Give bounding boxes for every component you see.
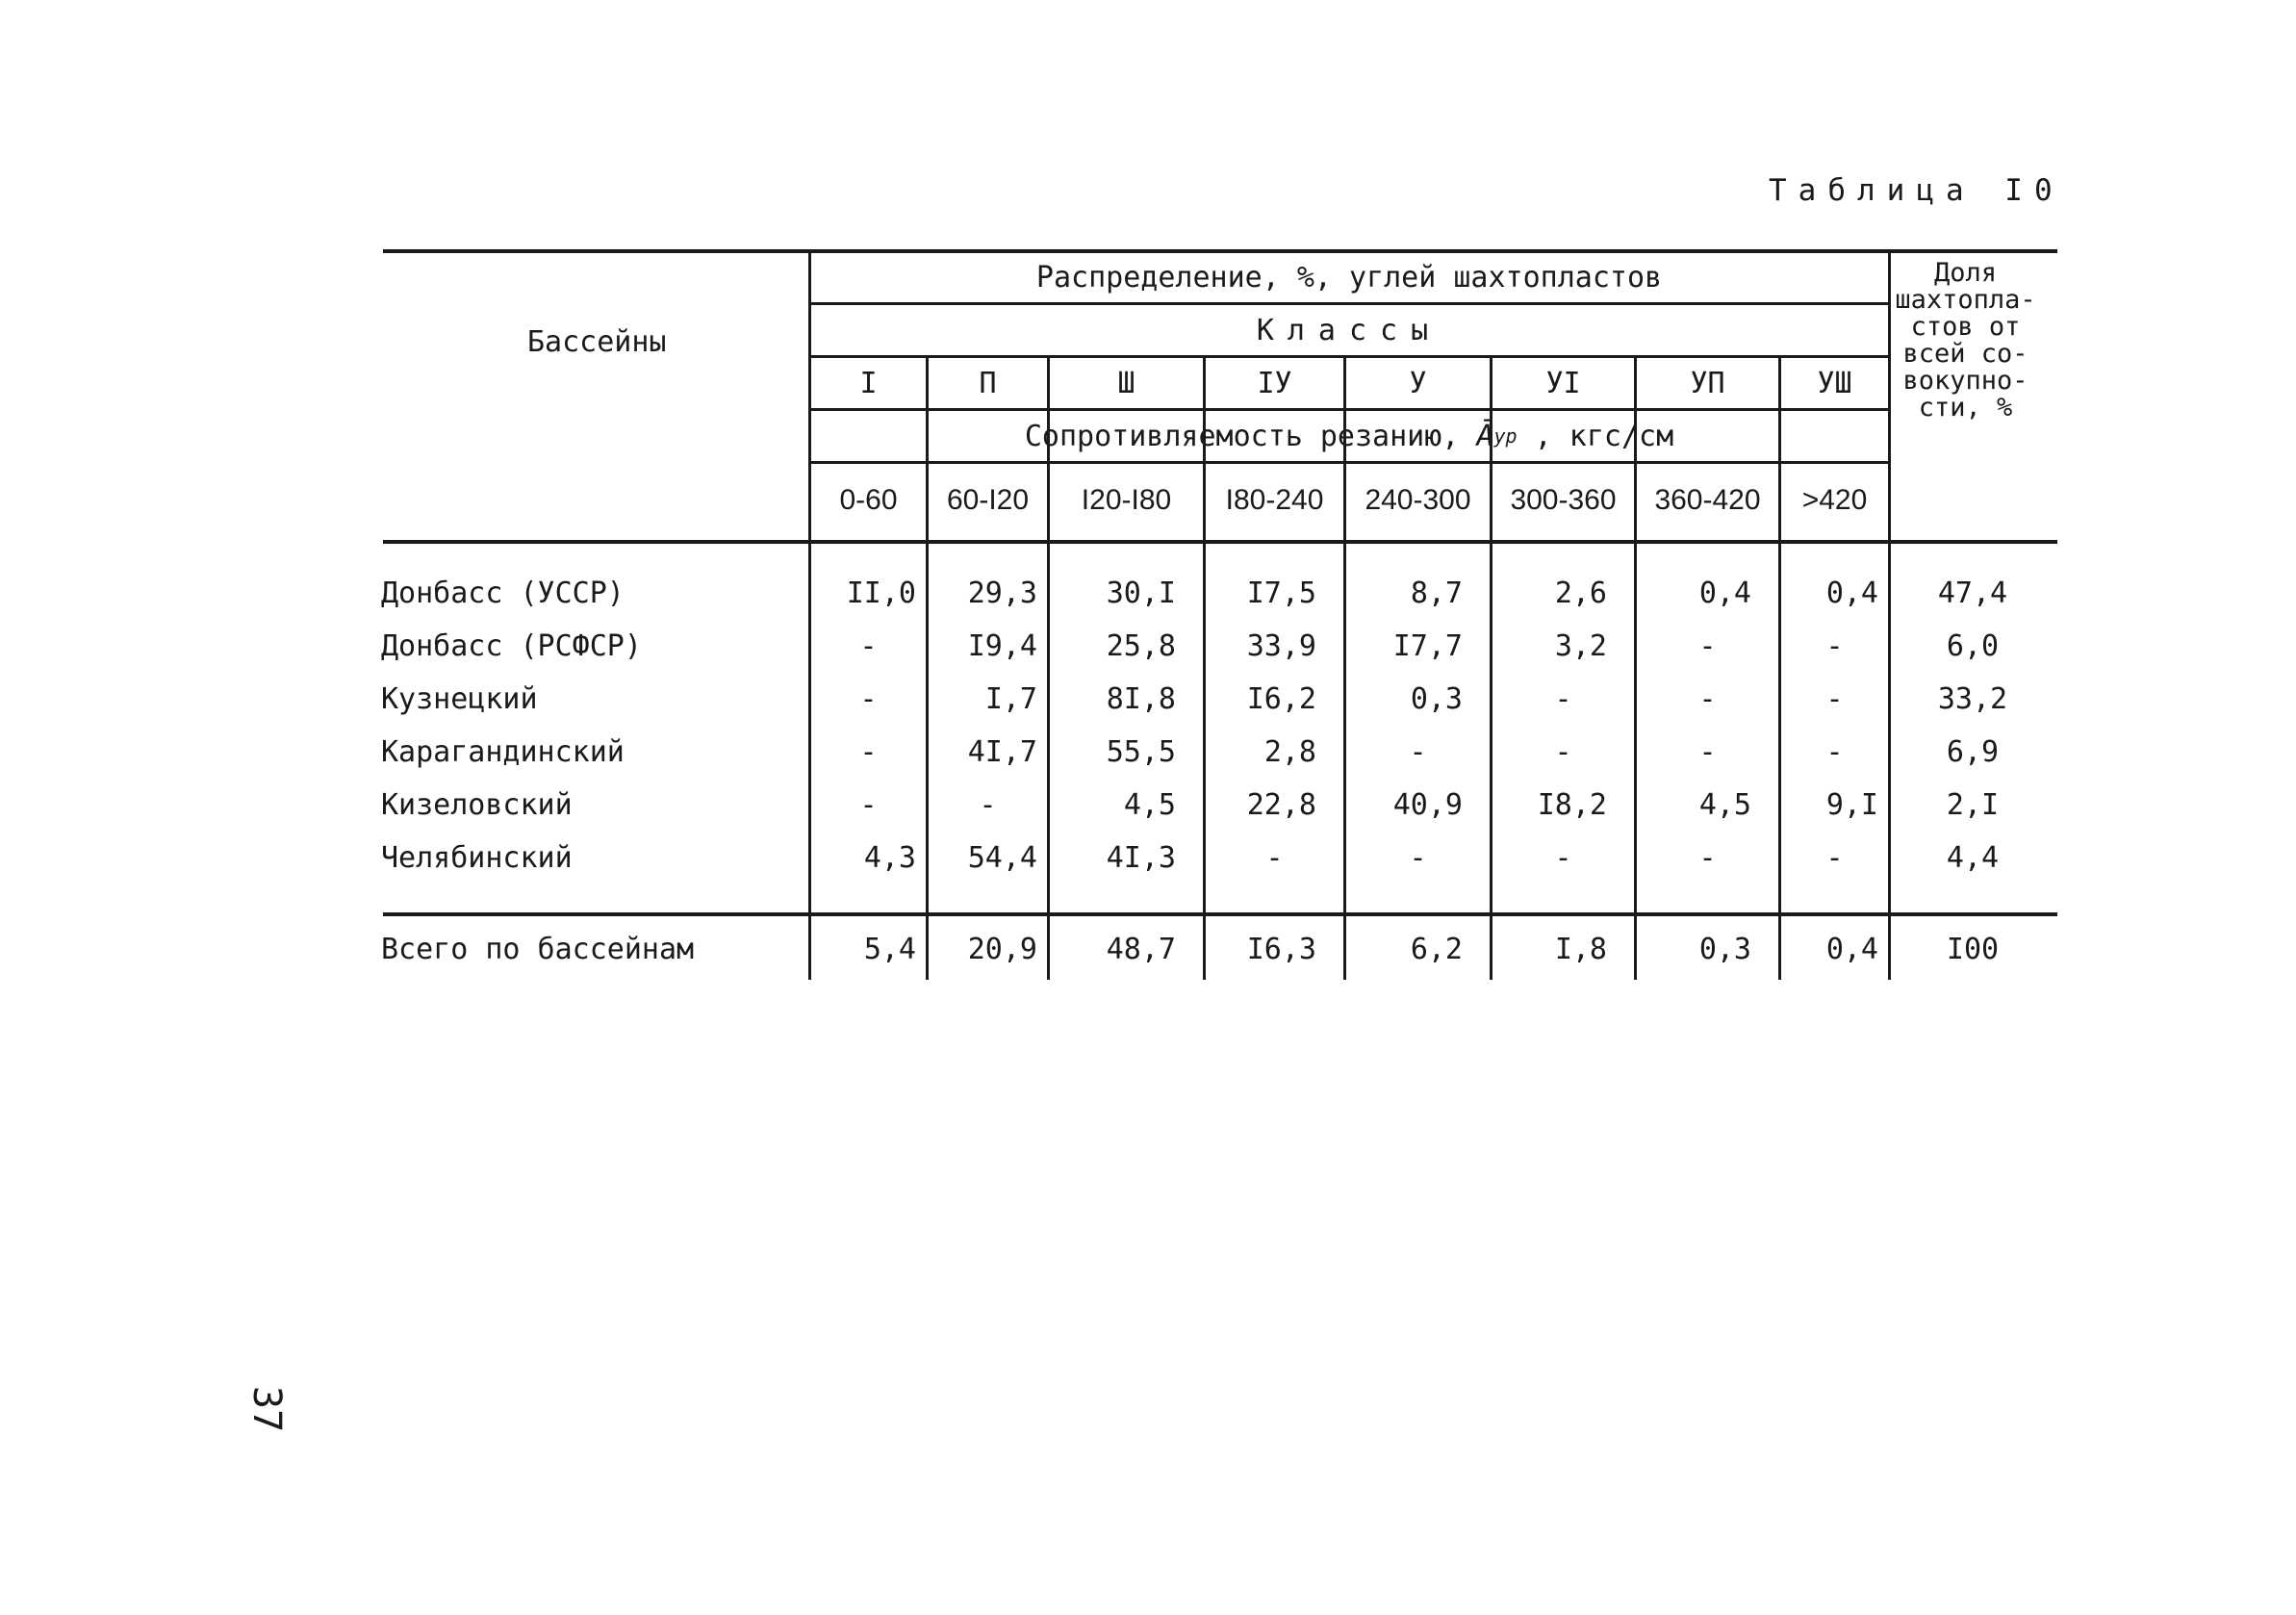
- row-name: Кузнецкий: [381, 681, 538, 716]
- table-cell: 54,4: [967, 840, 1037, 875]
- table-cell: 4I,3: [1106, 840, 1176, 875]
- table-cell: -: [859, 734, 878, 769]
- total-cell-8: 0,4: [1825, 932, 1878, 966]
- range-6: 300-360: [1510, 484, 1617, 516]
- table-cell: 29,3: [967, 576, 1037, 610]
- table-cell: -: [1698, 734, 1717, 769]
- table-cell: -: [1554, 734, 1572, 769]
- row-name: Челябинский: [381, 840, 573, 875]
- class-label-8: УШ: [1817, 366, 1852, 400]
- table-cell: -: [1554, 681, 1572, 716]
- rule-header-bottom: [383, 540, 2057, 544]
- table-cell: -: [1409, 734, 1427, 769]
- table-cell: 4I,7: [967, 734, 1037, 769]
- range-2: 60-I20: [946, 484, 1030, 516]
- range-3: I20-I80: [1081, 484, 1172, 516]
- table-title: Таблица I0: [1769, 173, 2064, 208]
- table-cell: 25,8: [1106, 628, 1176, 663]
- total-cell-2: 20,9: [967, 932, 1037, 966]
- row-name: Донбасс (УССР): [381, 576, 625, 610]
- resistance-suffix: , кгс/см: [1534, 419, 1674, 453]
- table-cell: 0,4: [1825, 576, 1878, 610]
- table-cell: 3,2: [1554, 628, 1607, 663]
- total-cell-5: 6,2: [1410, 932, 1463, 966]
- resistance-prefix: Сопротивляемость резанию,: [1024, 419, 1460, 453]
- table-cell: -: [1825, 681, 1844, 716]
- table-cell: -: [859, 628, 878, 663]
- table-cell: 9,I: [1825, 787, 1878, 822]
- class-label-5: У: [1409, 366, 1427, 400]
- row-name: Донбасс (РСФСР): [381, 628, 642, 663]
- rule-total: [383, 912, 2057, 916]
- table-cell: -: [1554, 840, 1572, 875]
- class-label-6: УI: [1545, 366, 1581, 400]
- table-cell: 4,5: [1698, 787, 1751, 822]
- table-cell: -: [1409, 840, 1427, 875]
- table-cell: 4,3: [863, 840, 916, 875]
- table-cell: -: [1825, 734, 1844, 769]
- range-7: 360-420: [1654, 484, 1761, 516]
- table-cell: 4,5: [1123, 787, 1176, 822]
- header-distribution: Распределение, %, углей шахтопластов: [1035, 260, 1663, 295]
- total-row-name: Всего по бассейнам: [381, 932, 695, 966]
- row-share: 6,9: [1946, 734, 2000, 769]
- range-1: 0-60: [839, 484, 898, 516]
- total-cell-7: 0,3: [1698, 932, 1751, 966]
- row-share: 6,0: [1946, 628, 2000, 663]
- range-4: I80-240: [1225, 484, 1324, 516]
- table-cell: -: [1825, 840, 1844, 875]
- class-label-3: Ш: [1117, 366, 1135, 400]
- table-cell: 55,5: [1106, 734, 1176, 769]
- table-cell: -: [859, 787, 878, 822]
- table-cell: 30,I: [1106, 576, 1176, 610]
- table-cell: -: [859, 681, 878, 716]
- page-number: 37: [244, 1386, 289, 1433]
- header-share: Доля шахтопла- стов от всей со- вокупно- сти, %: [1895, 258, 2036, 423]
- resistance-subscript: ур: [1493, 424, 1518, 448]
- table-cell: -: [1698, 840, 1717, 875]
- table-cell: I,7: [984, 681, 1037, 716]
- row-share: 4,4: [1946, 840, 2000, 875]
- table-cell: I7,7: [1392, 628, 1463, 663]
- table-cell: -: [1698, 681, 1717, 716]
- table-cell: 33,9: [1246, 628, 1316, 663]
- table-cell: 2,6: [1554, 576, 1607, 610]
- class-label-1: I: [859, 366, 878, 400]
- total-share: I00: [1946, 932, 2000, 966]
- row-share: 47,4: [1937, 576, 2008, 610]
- table-cell: I7,5: [1246, 576, 1316, 610]
- resistance-symbol: Ā: [1476, 419, 1494, 453]
- table-cell: I8,2: [1537, 787, 1607, 822]
- table-cell: 22,8: [1246, 787, 1316, 822]
- table-cell: 0,3: [1410, 681, 1463, 716]
- total-cell-6: I,8: [1554, 932, 1607, 966]
- table-cell: I6,2: [1246, 681, 1316, 716]
- table-cell: 40,9: [1392, 787, 1463, 822]
- table-cell: 8,7: [1410, 576, 1463, 610]
- range-8: >420: [1801, 484, 1868, 516]
- total-cell-3: 48,7: [1106, 932, 1176, 966]
- row-share: 33,2: [1937, 681, 2008, 716]
- table-cell: -: [1825, 628, 1844, 663]
- class-label-4: IУ: [1257, 366, 1292, 400]
- table-cell: -: [979, 787, 997, 822]
- table-cell: 8I,8: [1106, 681, 1176, 716]
- row-name: Кизеловский: [381, 787, 573, 822]
- class-label-2: П: [979, 366, 997, 400]
- header-resistance: [810, 411, 1888, 461]
- class-label-7: УП: [1690, 366, 1725, 400]
- range-5: 240-300: [1365, 484, 1471, 516]
- total-cell-4: I6,3: [1246, 932, 1316, 966]
- table-cell: -: [1265, 840, 1284, 875]
- table-cell: 2,8: [1263, 734, 1316, 769]
- table-cell: II,0: [846, 576, 916, 610]
- table-cell: I9,4: [967, 628, 1037, 663]
- table-cell: -: [1698, 628, 1717, 663]
- row-share: 2,I: [1946, 787, 2000, 822]
- header-basins: Бассейны: [527, 324, 667, 359]
- table-cell: 0,4: [1698, 576, 1751, 610]
- row-name: Карагандинский: [381, 734, 625, 769]
- header-classes: Классы: [1256, 313, 1442, 347]
- total-cell-1: 5,4: [863, 932, 916, 966]
